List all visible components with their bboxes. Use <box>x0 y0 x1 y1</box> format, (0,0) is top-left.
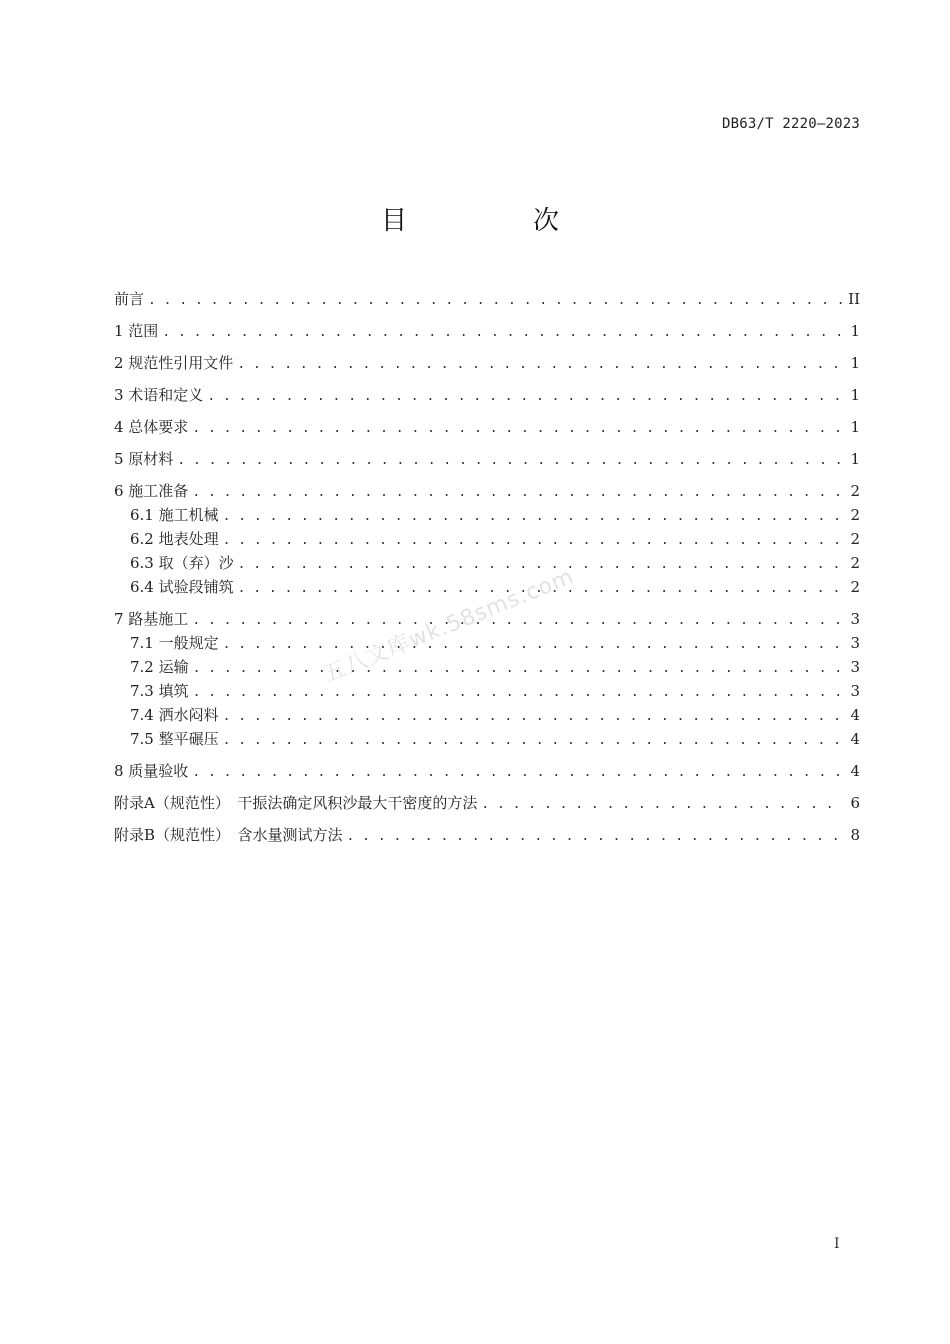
toc-leader-dots <box>223 705 842 727</box>
page-number: I <box>834 1236 840 1252</box>
toc-entry-label: 6.2 地表处理 <box>130 530 219 548</box>
toc-entry-label: 7.4 洒水闷料 <box>130 706 219 724</box>
toc-entry-label: 6.3 取（弃）沙 <box>130 554 234 572</box>
toc-entry-page: 3 <box>850 634 860 652</box>
toc-entry-label: 7.2 运输 <box>130 658 189 676</box>
toc-entry-page: 3 <box>850 682 860 700</box>
toc-leader-dots <box>192 481 842 503</box>
toc-entry-page: 1 <box>850 354 860 372</box>
toc-entry-page: 2 <box>850 554 860 572</box>
toc-entry[interactable] <box>114 655 860 679</box>
toc-entry[interactable] <box>114 759 860 783</box>
toc-leader-dots <box>193 681 842 703</box>
toc-entry-page: 4 <box>850 706 860 724</box>
toc-entry-label: 6.4 试验段铺筑 <box>130 578 234 596</box>
watermark: 五八文库wk.58sms.com <box>319 564 578 688</box>
toc-entry-label: 1 范围 <box>114 322 159 340</box>
toc-entry[interactable] <box>114 447 860 471</box>
toc-entry-page: 8 <box>850 826 860 844</box>
toc-entry-label: 3 术语和定义 <box>114 386 204 404</box>
toc-leader-dots <box>148 289 842 311</box>
toc-entry-label: 7.1 一般规定 <box>130 634 219 652</box>
toc-leader-dots <box>347 825 842 847</box>
toc-entry-page: 3 <box>850 658 860 676</box>
toc-leader-dots <box>192 417 842 439</box>
toc-entry-label: 7.3 填筑 <box>130 682 189 700</box>
toc-entry-page: 2 <box>850 530 860 548</box>
toc-entry[interactable] <box>114 703 860 727</box>
toc-entry[interactable] <box>114 631 860 655</box>
standard-code: DB63/T 2220—2023 <box>721 116 860 132</box>
toc-entry-label: 5 原材料 <box>114 450 174 468</box>
toc-entry-label: 7.5 整平碾压 <box>130 730 219 748</box>
toc-entry-label: 附录B（规范性） 含水量测试方法 <box>114 826 343 844</box>
toc-entry[interactable] <box>114 415 860 439</box>
toc-entry-page: 4 <box>850 762 860 780</box>
toc-leader-dots <box>162 321 842 343</box>
toc-entry-page: 1 <box>850 418 860 436</box>
toc-leader-dots <box>223 633 842 655</box>
toc-entry[interactable] <box>114 503 860 527</box>
toc-entry[interactable] <box>114 527 860 551</box>
toc-entry-page: 2 <box>850 506 860 524</box>
toc-entry-page: 3 <box>850 610 860 628</box>
toc-entry-label: 6 施工准备 <box>114 482 189 500</box>
toc-entry[interactable] <box>114 727 860 751</box>
toc-entry[interactable] <box>114 319 860 343</box>
toc-leader-dots <box>193 657 842 679</box>
toc-entry-page: 1 <box>850 322 860 340</box>
toc-entry-page: 1 <box>850 450 860 468</box>
toc-entry[interactable] <box>114 679 860 703</box>
toc-entry[interactable] <box>114 823 860 847</box>
toc-leader-dots <box>223 729 842 751</box>
table-of-contents <box>114 287 860 847</box>
toc-entry[interactable] <box>114 383 860 407</box>
toc-entry-page: 4 <box>850 730 860 748</box>
toc-leader-dots <box>481 793 842 815</box>
toc-entry[interactable] <box>114 551 860 575</box>
toc-leader-dots <box>207 385 842 407</box>
toc-entry-label: 6.1 施工机械 <box>130 506 219 524</box>
toc-leader-dots <box>237 353 842 375</box>
toc-entry-label: 4 总体要求 <box>114 418 189 436</box>
toc-entry[interactable] <box>114 287 860 311</box>
toc-entry-label: 8 质量验收 <box>114 762 189 780</box>
toc-entry-label: 前言 <box>114 290 145 308</box>
toc-leader-dots <box>192 761 842 783</box>
toc-entry-label: 7 路基施工 <box>114 610 189 628</box>
page-title: 目 次 <box>380 206 609 236</box>
toc-entry[interactable] <box>114 351 860 375</box>
toc-entry[interactable] <box>114 791 860 815</box>
toc-entry-page: 6 <box>850 794 860 812</box>
toc-entry-label: 2 规范性引用文件 <box>114 354 234 372</box>
toc-entry-page: II <box>848 290 860 308</box>
toc-entry-page: 2 <box>850 482 860 500</box>
toc-entry-page: 1 <box>850 386 860 404</box>
toc-leader-dots <box>223 505 842 527</box>
toc-entry[interactable] <box>114 479 860 503</box>
toc-entry-label: 附录A（规范性） 干振法确定风积沙最大干密度的方法 <box>114 794 478 812</box>
toc-leader-dots <box>223 529 842 551</box>
toc-leader-dots <box>177 449 842 471</box>
toc-entry-page: 2 <box>850 578 860 596</box>
